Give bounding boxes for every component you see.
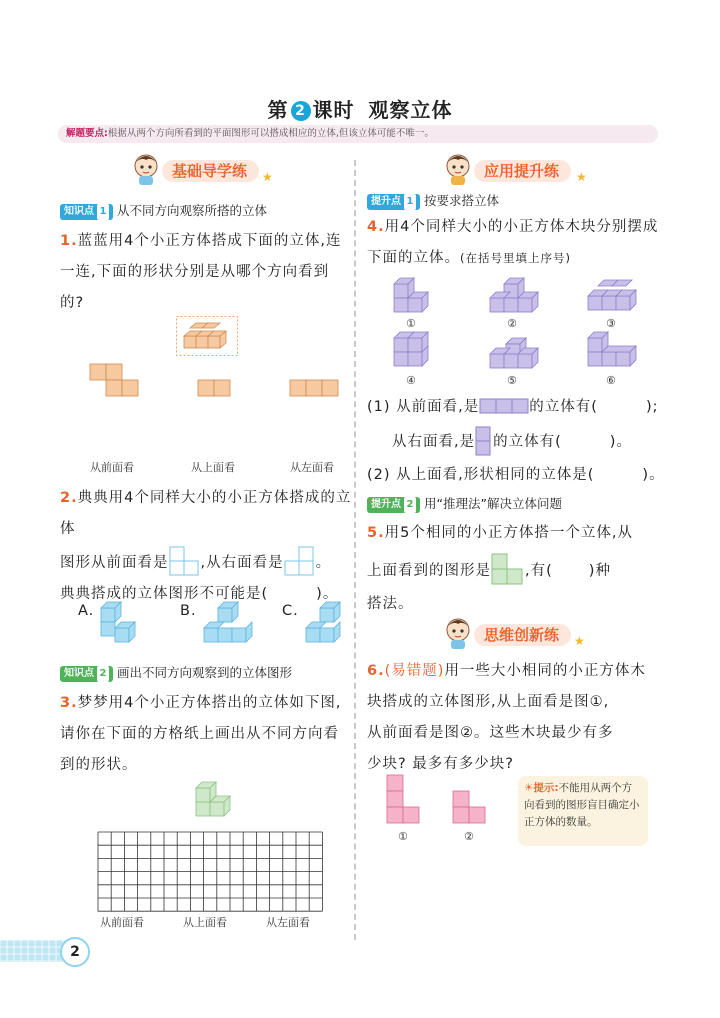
q6-label-2: ② xyxy=(464,830,474,843)
q2-line-1 xyxy=(60,483,360,545)
q2-figure-a xyxy=(95,600,143,646)
kp-tag xyxy=(367,194,420,210)
section-apply xyxy=(442,156,602,186)
q4-figure-5 xyxy=(486,334,546,374)
q1-view-b xyxy=(198,380,232,398)
kp-tag-number: 2 xyxy=(404,497,416,513)
page-corner-decoration xyxy=(0,940,68,962)
q4-figure-6 xyxy=(584,330,642,374)
q4-part-2 xyxy=(367,460,667,491)
tip-key: 解题要点: xyxy=(66,128,108,139)
question-text: 用一些大小相同的小正方体木 xyxy=(444,663,646,679)
question-2 xyxy=(60,483,360,610)
q2-option-b[interactable]: B. xyxy=(180,603,197,619)
question-text: (2) 从上面看,形状相同的立体是( xyxy=(367,467,595,483)
question-number: 2. xyxy=(60,490,78,506)
baby-mascot-icon xyxy=(442,616,474,650)
kp-tag-label: 提升点 xyxy=(371,196,401,207)
question-text: )。 xyxy=(609,434,632,450)
page-number: 2 xyxy=(60,937,90,967)
question-text: 从右面看,是 xyxy=(392,434,476,450)
q4-label-2: ② xyxy=(507,317,517,330)
section-basic xyxy=(130,156,290,186)
star-icon: ★ xyxy=(574,634,585,648)
q5-top-view-shape xyxy=(491,553,525,585)
question-number: 4. xyxy=(367,219,385,235)
q5-line-3: 搭法。 xyxy=(367,596,414,612)
question-text: 梦梦用4个小正方体搭出的立体如下图,请你在下面的方格纸上画出从不同方向看到的形状。 xyxy=(60,695,342,773)
question-5 xyxy=(367,518,667,620)
question-text: 的立体有( xyxy=(493,434,562,450)
question-text: 图形从前面看是 xyxy=(60,555,169,571)
q6-line-4: 少块? 最多有多少块? xyxy=(367,756,515,772)
q4-label-1: ① xyxy=(406,317,416,330)
q1-solid-figure xyxy=(176,316,238,356)
hint-box xyxy=(518,776,648,846)
q4-front-shape xyxy=(479,398,529,414)
solving-tip-bar xyxy=(58,125,658,143)
kp-tag-label: 知识点 xyxy=(64,668,94,679)
question-number: 6. xyxy=(367,663,385,679)
question-text: )种 xyxy=(588,563,611,579)
kp-tag xyxy=(60,204,113,220)
q4-part-1-front xyxy=(367,392,667,423)
page-title xyxy=(0,94,720,123)
question-6 xyxy=(367,656,667,780)
question-text: ); xyxy=(645,399,659,415)
q2-right-view-shape xyxy=(284,547,316,575)
kp-tag xyxy=(60,666,113,682)
q6-label-1: ① xyxy=(398,830,408,843)
question-text: 用4个同样大小的小正方体木块分别摆成下面的立体。 xyxy=(367,219,659,266)
question-tag: (易错题) xyxy=(384,663,445,679)
question-3 xyxy=(60,688,352,781)
section-label: 思维创新练 xyxy=(474,624,571,646)
question-text: 。 xyxy=(315,555,332,571)
q4-part-1-right xyxy=(392,426,672,458)
q4-figure-2 xyxy=(486,276,542,316)
q3-solid-figure xyxy=(190,778,234,824)
kp-text: 按要求搭立体 xyxy=(424,193,500,208)
q1-label-top: 从上面看 xyxy=(191,461,235,474)
q6-line-1 xyxy=(367,656,667,687)
q2-option-c[interactable]: C. xyxy=(282,603,299,619)
question-text: ,从右面看是 xyxy=(200,555,284,571)
title-mid: 课时 xyxy=(312,98,355,122)
q5-line-1 xyxy=(367,518,667,549)
improvement-point-2 xyxy=(367,495,562,513)
question-1 xyxy=(60,226,350,319)
q6-figure-1 xyxy=(386,774,422,826)
question-number: 5. xyxy=(367,525,385,541)
q1-view-c xyxy=(290,380,340,398)
knowledge-point-1 xyxy=(60,202,267,220)
question-text: 典典用4个同样大小的小正方体搭成的立体 xyxy=(60,490,352,537)
tip-text: 根据从两个方向所看到的平面图形可以搭成相应的立体,但该立体可能不唯一。 xyxy=(107,128,434,139)
lesson-number: 2 xyxy=(291,101,311,121)
q2-figure-c xyxy=(300,600,348,646)
question-text: 的立体有( xyxy=(529,399,598,415)
title-topic: 观察立体 xyxy=(368,98,453,122)
q5-line-2 xyxy=(367,553,667,587)
q2-line-2 xyxy=(60,547,360,579)
improvement-point-1 xyxy=(367,192,499,210)
question-number: 1. xyxy=(60,233,78,249)
q4-figure-1 xyxy=(390,276,440,316)
hint-key: 提示: xyxy=(533,782,559,794)
kp-tag-label: 提升点 xyxy=(371,499,401,510)
q2-front-view-shape xyxy=(169,547,201,575)
section-label: 应用提升练 xyxy=(474,160,571,182)
question-text: ,有( xyxy=(525,563,553,579)
q3-grid-paper[interactable] xyxy=(98,832,324,912)
q3-label-left: 从左面看 xyxy=(266,916,310,929)
star-icon: ★ xyxy=(576,170,587,184)
question-number: 3. xyxy=(60,695,78,711)
section-think xyxy=(442,620,602,650)
q4-figure-3 xyxy=(584,276,640,316)
q4-figure-4 xyxy=(390,330,440,374)
baby-mascot-icon xyxy=(442,152,474,186)
question-text: )。 xyxy=(316,586,339,602)
section-label: 基础导学练 xyxy=(162,160,259,182)
q1-label-front: 从前面看 xyxy=(90,461,134,474)
q3-label-front: 从前面看 xyxy=(100,916,144,929)
question-note: (在括号里填上序号) xyxy=(460,251,571,265)
question-text: (1) 从前面看,是 xyxy=(367,399,480,415)
kp-tag-number: 1 xyxy=(404,194,416,210)
q1-view-a xyxy=(90,364,138,398)
q4-right-shape xyxy=(475,426,493,456)
kp-text: 画出不同方向观察到的立体图形 xyxy=(117,665,293,680)
question-text: 典典搭成的立体图形不可能是( xyxy=(60,586,269,602)
q4-label-6: ⑥ xyxy=(606,374,616,387)
question-text: )。 xyxy=(642,467,665,483)
q1-label-left: 从左面看 xyxy=(290,461,334,474)
kp-tag xyxy=(367,497,420,513)
question-text: 用5个相同的小正方体搭一个立体,从 xyxy=(384,525,633,541)
q3-label-top: 从上面看 xyxy=(183,916,227,929)
q6-figure-2 xyxy=(452,790,488,826)
title-prefix: 第 xyxy=(267,98,289,122)
q4-label-5: ⑤ xyxy=(507,374,517,387)
q2-figure-b xyxy=(198,600,252,646)
q6-line-2: 块搭成的立体图形,从上面看是图①, xyxy=(367,694,610,710)
question-text: 蓝蓝用4个小正方体搭成下面的立体,连一连,下面的形状分别是从哪个方向看到的? xyxy=(60,233,342,311)
q2-option-a[interactable]: A. xyxy=(78,603,95,619)
hint-text: 不能用从两个方向看到的图形盲目确定小正方体的数量。 xyxy=(524,782,640,828)
question-text: 上面看到的图形是 xyxy=(367,563,491,579)
kp-tag-label: 知识点 xyxy=(64,206,94,217)
kp-tag-number: 1 xyxy=(97,204,109,220)
question-4 xyxy=(367,212,667,274)
q4-label-4: ④ xyxy=(406,374,416,387)
kp-tag-number: 2 xyxy=(97,666,109,682)
q4-label-3: ③ xyxy=(606,317,616,330)
baby-mascot-icon xyxy=(130,152,162,186)
lightbulb-icon: ☀ xyxy=(524,782,534,794)
knowledge-point-2 xyxy=(60,664,292,682)
kp-text: 从不同方向观察所搭的立体 xyxy=(117,203,268,218)
star-icon: ★ xyxy=(262,170,273,184)
q6-line-3: 从前面看是图②。这些木块最少有多 xyxy=(367,725,614,741)
kp-text: 用“推理法”解决立体问题 xyxy=(424,496,562,511)
